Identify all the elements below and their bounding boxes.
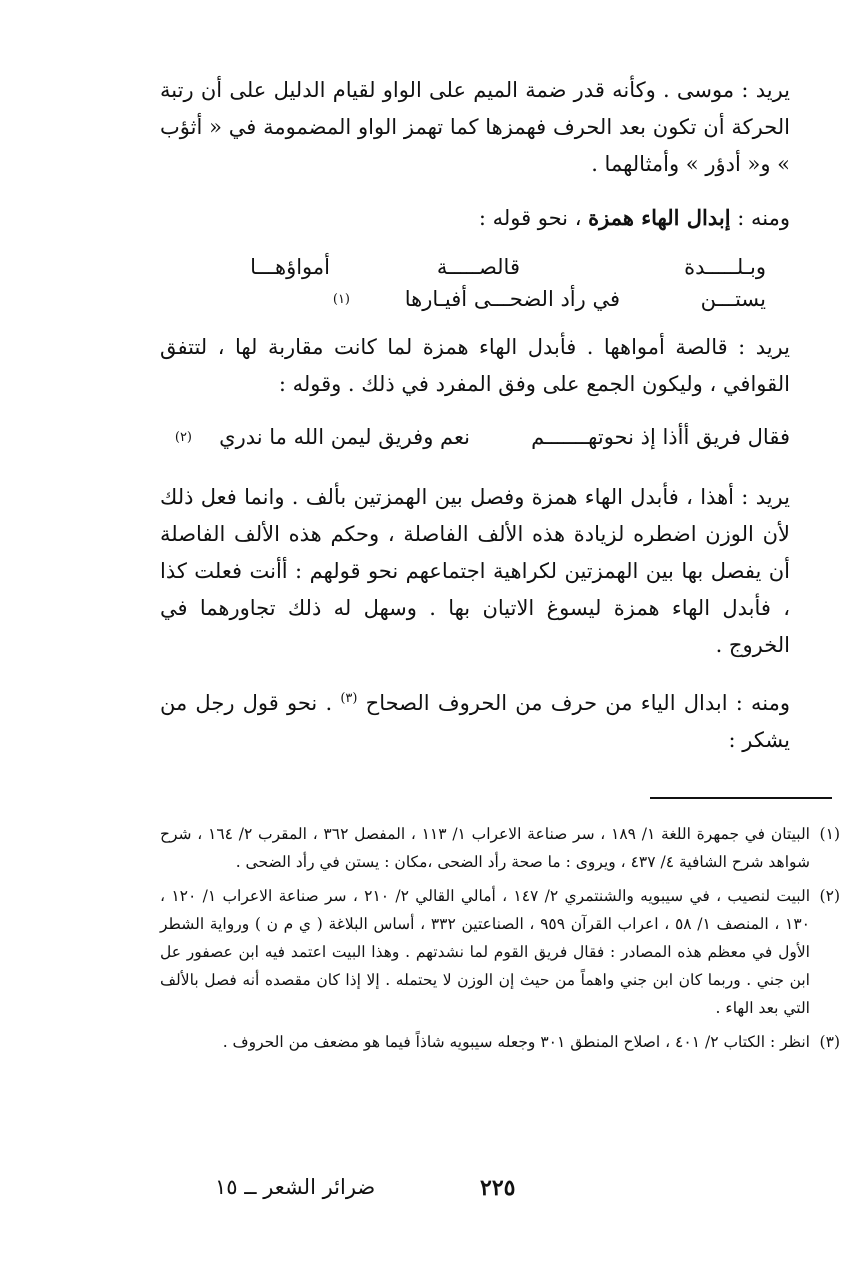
- footnote-text: انظر : الكتاب ٢/ ٤٠١ ، اصلاح المنطق ٣٠١ وجعله سيبويه شاذاً فيما هو مضعف من الحروف .: [222, 1033, 810, 1051]
- footnotes: [160, 820, 840, 1062]
- paragraph-2: [160, 199, 790, 237]
- paragraph-5-end: . نحو قول رجل من يشكر :: [160, 691, 790, 752]
- verse-line-1: [160, 249, 790, 281]
- footnote-separator: [650, 797, 832, 799]
- footnote-ref-3: (٣): [340, 691, 358, 706]
- verse-3-hemistich-b: نعم وفريق ليمن الله ما ندري: [219, 425, 470, 449]
- page-number: ٢٢٥: [480, 1175, 516, 1201]
- verse-3-hemistich-a: فقال فريق أأذا إذ نحوتهـــــــم: [531, 425, 790, 449]
- page-footer: [0, 1175, 855, 1215]
- footnote-ref-1: (١): [332, 292, 350, 307]
- paragraph-2-suffix: ، نحو قوله :: [478, 206, 589, 230]
- footnote-text: البيت لنصيب ، في سيبويه والشنتمري ٢/ ١٤٧ ، أمالي القالي ٢/ ٢١٠ ، سر صناعة الاعراب ١/ ١٢٠ ، ١٣٠ ، المنصف ١/ ٥٨ ، اعراب القرآن ٩٥٩ ، الصناعتين ٣٣٢ ، أساس البلاغة ( ي م ن ) ورواية الشطر الأول في معظم هذه المصادر : فقال فريق القوم لما نشدتهم . وهذا البيت اعتمد فيه ابن عصفور عل ابن جني . وربما كان ابن جني واهماً من حيث إن الوزن لا يحتمله . إلا إذا كان مقصده أنه فصل بالألف التي بعد الهاء .: [160, 887, 811, 1017]
- bold-heading: إبدال الهاء همزة: [588, 205, 731, 230]
- verse-line-2: [160, 281, 790, 313]
- footnote-ref-2: (٢): [174, 430, 192, 445]
- footnote-2: [160, 882, 840, 1022]
- paragraph-4: يريد : أهذا ، فأبدل الهاء همزة وفصل بين الهمزتين بألف . وانما فعل ذلك لأن الوزن اضطره لزيادة هذه الألف الفاصلة ، وحكم هذه الألف الفاصلة أن يفصل بها بين الهمزتين لكراهية اجتماعهم نحو قولهم : أأنت فعلت كذا ، فأبدل الهاء همزة ليسوغ الاتيان بها . وسهل له ذلك تجاورهما في الخروج .: [160, 485, 790, 657]
- paragraph-2-prefix: ومنه :: [730, 206, 790, 230]
- footnote-number: (٢): [819, 887, 840, 905]
- footnote-3: [160, 1028, 840, 1056]
- footnote-number: (٣): [819, 1033, 840, 1051]
- verse-1-hemistich-c: أمواؤهـــا: [250, 255, 330, 279]
- paragraph-3: يريد : قالصة أمواهها . فأبدل الهاء همزة لما كانت مقاربة لها ، لتتفق القوافي ، وليكون الجمع على وفق المفرد في ذلك . وقوله :: [160, 335, 790, 396]
- paragraph-5-start: ومنه : ابدال الياء من حرف من الحروف الصحاح: [357, 691, 790, 715]
- paragraph-5: [160, 680, 790, 759]
- footnote-1: [160, 820, 840, 876]
- main-text: [160, 72, 790, 759]
- paragraph-1: يريد : موسى . وكأنه قدر ضمة الميم على الواو لقيام الدليل على أن رتبة الحركة أن تكون بعد الحرف فهمزها كما تهمز الواو المضمومة في « أثؤب » و« أدؤر » وأمثالهما .: [160, 78, 790, 176]
- signature-mark: ضرائر الشعر ــ ١٥: [215, 1175, 376, 1199]
- verse-line-3: [160, 419, 790, 463]
- verse-2-hemistich-b: في رأد الضحـــى أفيـارها: [404, 287, 620, 311]
- footnote-text: البيتان في جمهرة اللغة ١/ ١٨٩ ، سر صناعة الاعراب ١/ ١١٣ ، المفصل ٣٦٢ ، المقرب ٢/ ١٦٤ ، شرح شواهد شرح الشافية ٤/ ٤٣٧ ، ويروى : ما صحة رأد الضحى ،مكان : يستن في رأد الضحى .: [160, 825, 810, 871]
- footnote-number: (١): [819, 825, 840, 843]
- verse-2-hemistich-a: يستـــن: [700, 287, 766, 311]
- verse-1-hemistich-a: وبـلـــــدة: [684, 255, 766, 279]
- verse-1-hemistich-b: قالصـــــة: [436, 255, 520, 279]
